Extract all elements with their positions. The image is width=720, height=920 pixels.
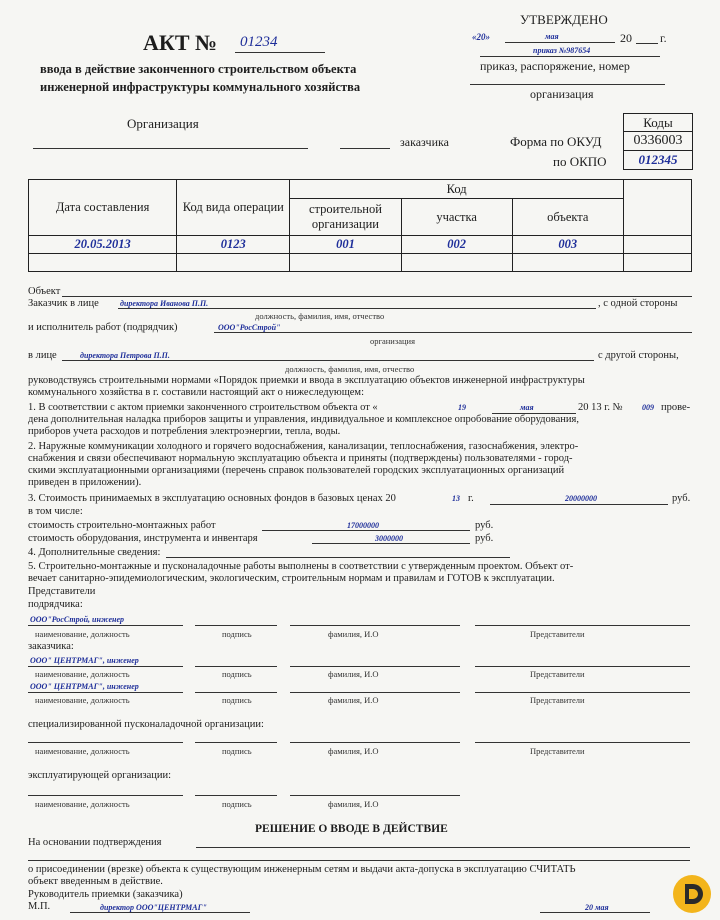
cap-position: должность, фамилия, имя, отчество <box>255 311 385 321</box>
approved-org-caption: организация <box>530 87 594 101</box>
sig-line <box>475 666 690 667</box>
contractor-name: ООО"РосСтрой" <box>218 323 281 332</box>
cap-fio: фамилия, И.О <box>328 669 379 679</box>
sig-line <box>195 625 277 626</box>
col-date-header: Дата составления <box>29 180 177 236</box>
item-1b: прове- <box>661 402 691 413</box>
cap-sign: подпись <box>222 695 252 705</box>
cap-fio: фамилия, И.О <box>328 629 379 639</box>
approved-label: УТВЕРЖДЕНО <box>520 12 608 27</box>
sig-line <box>195 666 277 667</box>
approved-order-caption: приказ, распоряжение, номер <box>480 59 630 73</box>
watermark-logo-icon <box>672 874 712 914</box>
item-4-line <box>166 557 510 558</box>
item-1a: 1. В соответствии с актом приемки законченного строительством объекта от « <box>28 402 378 413</box>
item-4: 4. Дополнительные сведения: <box>28 547 161 558</box>
cell-site: 002 <box>401 236 512 254</box>
item-3-year: 13 <box>452 494 460 503</box>
item-2b: снабжения и связи обеспечивают нормальную эксплуатацию объекта и приняты (подтверждены) пользователями - город- <box>28 453 573 464</box>
one-side: , с одной стороны <box>598 298 678 309</box>
introduced-text: объект введенным в действие. <box>28 876 163 887</box>
cap-sign: подпись <box>222 746 252 756</box>
customer-face: Заказчик в лице <box>28 298 99 309</box>
col-code-header: Код <box>290 180 623 199</box>
cap-org: организация <box>370 336 415 346</box>
equip-label: стоимость оборудования, инструмента и инвентаря <box>28 533 258 544</box>
para-1: руководствуясь строительными нормами «Порядок приемки и ввода в эксплуатацию объектов инженерной инфраструктуры <box>28 375 585 386</box>
approved-day: «20» <box>472 32 490 42</box>
act-subtitle-2: инженерной инфраструктуры коммунального хозяйства <box>40 80 361 94</box>
customer-name-line <box>118 308 596 309</box>
head-label: Руководитель приемки (заказчика) <box>28 889 183 900</box>
item-1-day: 19 <box>458 403 466 412</box>
sig-line <box>290 625 460 626</box>
cap-reps: Представители <box>530 669 585 679</box>
item-1d: приборов учета расходов и потребления электроэнергии, тепла, воды. <box>28 426 341 437</box>
basis-label: На основании подтверждения <box>28 837 162 848</box>
object-line <box>62 296 692 297</box>
org-line <box>33 148 308 149</box>
cmr-label: стоимость строительно-монтажных работ <box>28 520 216 531</box>
sig-line <box>28 666 183 667</box>
signer-customer-1: ООО" ЦЕНТРМАГ", инженер <box>30 656 139 665</box>
cap-position-2: должность, фамилия, имя, отчество <box>285 364 415 374</box>
operating-org: эксплуатирующей организации: <box>28 770 172 781</box>
cell-blank <box>623 254 691 272</box>
item-3a: 3. Стоимость принимаемых в эксплуатацию основных фондов в базовых ценах 20 <box>28 493 396 504</box>
codes-header: Коды <box>624 114 693 132</box>
okpo-label: по ОКПО <box>553 154 607 169</box>
sig-line <box>195 692 277 693</box>
org-label: Организация <box>127 116 199 131</box>
item-3-rub: руб. <box>672 493 691 504</box>
org-line-2 <box>340 148 390 149</box>
para-2: коммунального хозяйства в г. составили настоящий акт о нижеследующем: <box>28 387 364 398</box>
object-label: Объект <box>28 286 61 297</box>
head-date: 20 мая <box>585 903 609 912</box>
cap-sign: подпись <box>222 669 252 679</box>
item-1-month: мая <box>520 403 534 412</box>
special-org: специализированной пусконаладочной организации: <box>28 719 264 730</box>
contractor-label: и исполнитель работ (подрядчик) <box>28 322 178 333</box>
cap-reps: Представители <box>530 746 585 756</box>
item-3-total: 20000000 <box>565 494 597 503</box>
cap-sign: подпись <box>222 629 252 639</box>
mp-label: М.П. <box>28 901 51 912</box>
cap-name: наименование, должность <box>35 695 130 705</box>
cap-name: наименование, должность <box>35 629 130 639</box>
okud-label: Форма по ОКУД <box>510 134 602 149</box>
cap-fio: фамилия, И.О <box>328 746 379 756</box>
sub-site-header: участка <box>401 199 512 236</box>
col-op-header: Код вида операции <box>177 180 290 236</box>
cmr-rub: руб. <box>475 520 494 531</box>
other-side: с другой стороны, <box>598 350 679 361</box>
cap-name: наименование, должность <box>35 746 130 756</box>
cell-date: 20.05.2013 <box>29 236 177 254</box>
cell-blank <box>401 254 512 272</box>
approved-year-suffix: г. <box>660 31 667 45</box>
act-subtitle-1: ввода в действие законченного строительством объекта <box>40 62 357 76</box>
okud-code: 0336003 <box>624 132 693 151</box>
codes-table <box>623 113 693 170</box>
equip-line <box>312 543 470 544</box>
act-number: 01234 <box>240 34 278 50</box>
contractor-line <box>214 332 692 333</box>
cell-op: 0123 <box>177 236 290 254</box>
cap-name: наименование, должность <box>35 799 130 809</box>
basis-line-2 <box>28 860 690 861</box>
customer-name: директора Иванова П.П. <box>120 299 209 308</box>
signer-contractor: ООО"РосСтрой, инженер <box>30 615 124 624</box>
item-1-number: 009 <box>642 403 654 412</box>
approved-month: мая <box>545 32 559 41</box>
sig-line <box>28 742 183 743</box>
cap-name: наименование, должность <box>35 669 130 679</box>
customer-of: заказчика: <box>28 641 74 652</box>
basis-line <box>196 847 690 848</box>
reps-label: Представители <box>28 586 96 597</box>
cmr-line <box>262 530 470 531</box>
act-title: АКТ № <box>143 30 218 55</box>
contractor-of: подрядчика: <box>28 599 83 610</box>
sub-obj-header: объекта <box>512 199 623 236</box>
signer-customer-2: ООО" ЦЕНТРМАГ", инженер <box>30 682 139 691</box>
sig-line <box>475 692 690 693</box>
item-2d: приведен в приложении). <box>28 477 142 488</box>
sig-line <box>28 625 183 626</box>
sig-line <box>475 742 690 743</box>
contractor-person-line <box>62 360 594 361</box>
sig-line <box>290 742 460 743</box>
customer-label: заказчика <box>400 135 449 149</box>
in-face: в лице <box>28 350 57 361</box>
cell-empty <box>623 236 691 254</box>
sig-line <box>195 795 277 796</box>
head-name: директор ООО"ЦЕНТРМАГ" <box>100 903 207 912</box>
cap-reps: Представители <box>530 695 585 705</box>
approved-org-line <box>470 84 665 85</box>
item-1c: дена дополнительная наладка приборов защиты и управления, индивидуальное и комплексное опробование оборудования, <box>28 414 579 425</box>
approved-order-line <box>480 56 660 57</box>
item-5a: 5. Строительно-монтажные и пусконаладочные работы выполнены в соответствии с утвержденным проектом. Объект от- <box>28 561 574 572</box>
cell-blank <box>29 254 177 272</box>
approved-order: приказ №987654 <box>533 46 591 55</box>
item-3-g: г. <box>468 493 474 504</box>
cell-org: 001 <box>290 236 401 254</box>
cell-obj: 003 <box>512 236 623 254</box>
sig-line <box>290 692 460 693</box>
item-2a: 2. Наружные коммуникации холодного и горячего водоснабжения, канализации, теплоснабжения, газоснабжения, электро- <box>28 441 579 452</box>
approved-year: 20 <box>620 31 632 45</box>
item-5b: вечает санитарно-эпидемиологическим, экологическим, строительным нормам и правилам и ГОТОВ к эксплуатации. <box>28 573 555 584</box>
sig-line <box>28 692 183 693</box>
head-line <box>70 912 250 913</box>
item-1-year: 20 13 г. № <box>578 402 623 413</box>
item-2c: скими эксплуатационными организациями (перечень справок пользователей городских эксплуатационных организаций <box>28 465 565 476</box>
cap-fio: фамилия, И.О <box>328 695 379 705</box>
sub-org-header: строительной организации <box>290 199 401 236</box>
sig-line <box>290 666 460 667</box>
cell-blank <box>290 254 401 272</box>
sig-line <box>290 795 460 796</box>
cap-sign: подпись <box>222 799 252 809</box>
cmr-value: 17000000 <box>347 521 379 530</box>
item-3-total-line <box>490 504 668 505</box>
including: в том числе: <box>28 506 83 517</box>
sig-line <box>28 795 183 796</box>
equip-rub: руб. <box>475 533 494 544</box>
code-table <box>28 179 692 272</box>
sig-line <box>195 742 277 743</box>
cap-fio: фамилия, И.О <box>328 799 379 809</box>
act-number-line <box>235 52 325 53</box>
cell-blank <box>177 254 290 272</box>
connect-text: о присоединении (врезке) объекта к существующим инженерным сетям и выдачи акта-допуска в эксплуатацию СЧИТАТЬ <box>28 864 576 875</box>
cell-blank <box>512 254 623 272</box>
okpo-code: 012345 <box>624 151 693 170</box>
approved-year-line <box>636 43 658 44</box>
equip-value: 3000000 <box>375 534 403 543</box>
contractor-person: директора Петрова П.П. <box>80 351 170 360</box>
col-empty <box>623 180 691 236</box>
head-date-line <box>540 912 650 913</box>
decision-title: РЕШЕНИЕ О ВВОДЕ В ДЕЙСТВИЕ <box>255 823 448 835</box>
approved-month-line <box>505 42 615 43</box>
sig-line <box>475 625 690 626</box>
cap-reps: Представители <box>530 629 585 639</box>
